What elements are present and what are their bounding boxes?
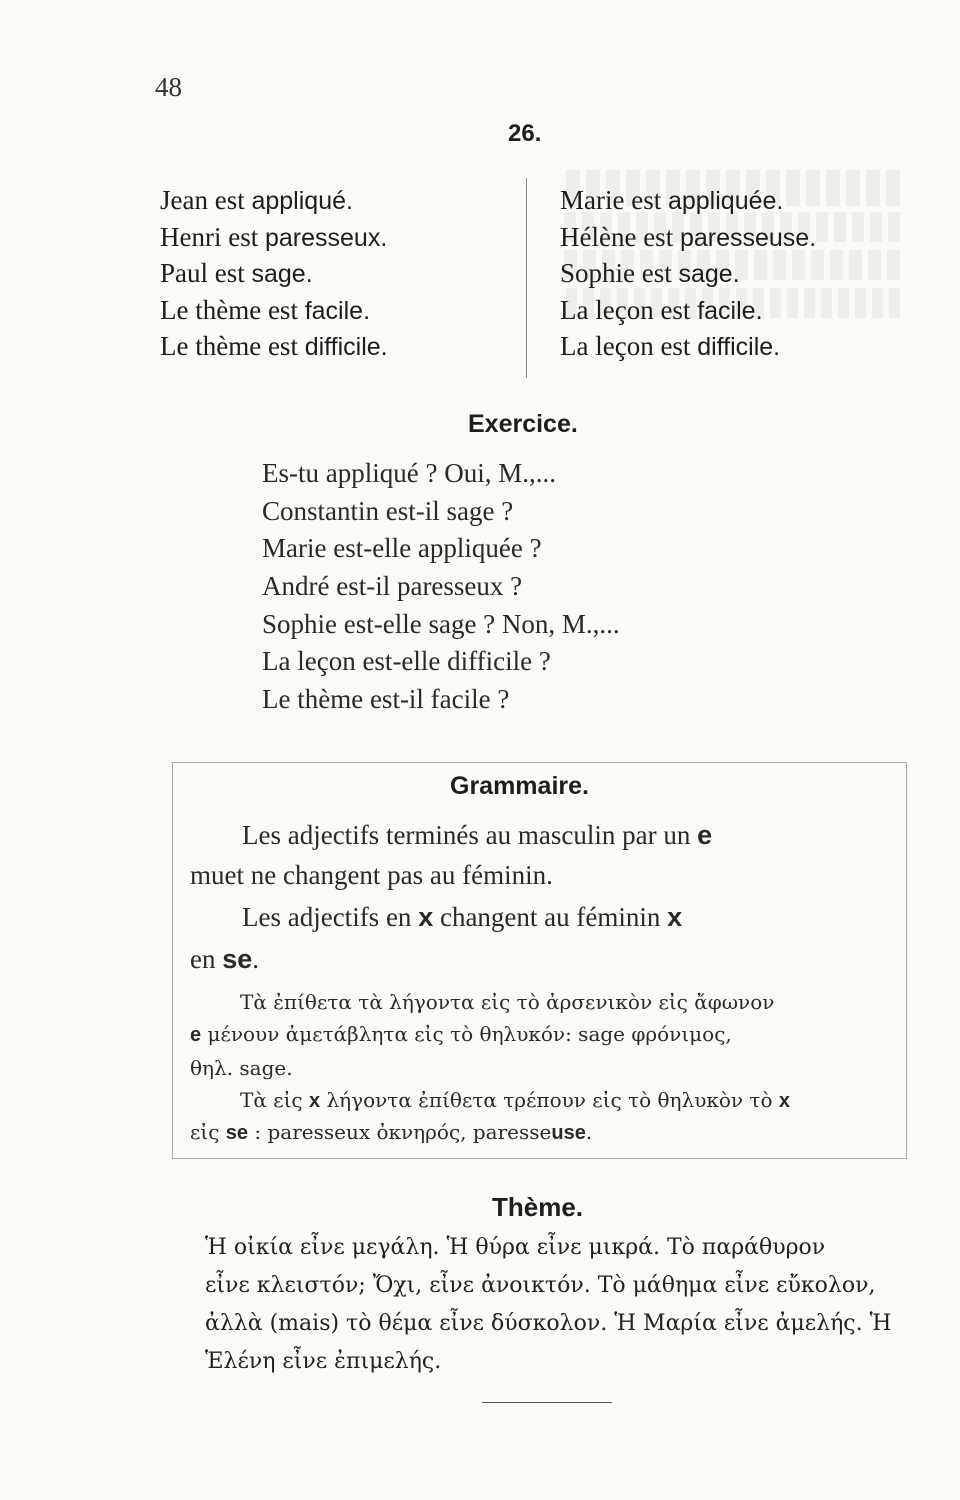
example-sentence: Marie est appliquée. (560, 185, 784, 215)
theme-line: ἀλλὰ (mais) τὸ θέμα εἶνε δύσκολον. Ἡ Μαρία εἶνε ἀμελής. Ἡ (205, 1311, 892, 1336)
grammar-rule-line: muet ne changent pas au féminin. (190, 860, 553, 890)
greek-rule-line: Τὰ εἰς x λήγοντα ἐπίθετα τρέπουν εἰς τὸ θηλυκὸν τὸ x (240, 1088, 791, 1112)
footer-rule (482, 1402, 612, 1403)
greek-rule-line: e μένουν ἀμετάβλητα εἰς τὸ θηλυκόν: sage φρόνιμος, (190, 1022, 732, 1046)
lesson-number: 26. (508, 120, 542, 147)
theme-heading: Thème. (492, 1192, 584, 1222)
grammar-rule-line: en se. (190, 944, 260, 974)
exercise-line: La leçon est-elle difficile ? (262, 646, 551, 677)
column-divider (526, 178, 527, 378)
grammar-heading: Grammaire. (450, 772, 589, 800)
exercise-line: Sophie est-elle sage ? Non, M.,... (262, 608, 620, 639)
example-sentence: Henri est paresseux. (160, 221, 388, 252)
masculine-column (160, 182, 388, 365)
exercise-line: André est-il paresseux ? (262, 571, 523, 602)
example-sentence: Paul est sage. (160, 258, 313, 288)
page-number: 48 (155, 72, 182, 102)
grammar-rule-line: Les adjectifs terminés au masculin par un e (242, 820, 713, 850)
feminine-column (560, 182, 816, 365)
example-sentence: Jean est appliqué. (160, 185, 353, 215)
exercise-line: Es-tu appliqué ? Oui, M.,... (262, 458, 556, 488)
example-sentence: Hélène est paresseuse. (560, 221, 817, 252)
theme-line: Ἑλένη εἶνε ἐπιμελής. (205, 1349, 442, 1374)
greek-rule-line: Τὰ ἐπίθετα τὰ λήγοντα εἰς τὸ ἀρσενικὸν εἰς ἄφωνον (240, 990, 775, 1014)
example-sentence: Sophie est sage. (560, 258, 740, 288)
greek-rule-line: εἰς se : paresseux ὀκνηρός, paresseuse. (190, 1120, 593, 1144)
example-sentence: Le thème est difficile. (160, 331, 388, 361)
example-sentence: La leçon est difficile. (560, 331, 781, 361)
exercise-line: Marie est-elle appliquée ? (262, 533, 542, 564)
example-sentence: La leçon est facile. (560, 294, 763, 325)
exercise-line: Constantin est-il sage ? (262, 495, 514, 526)
theme-line: Ἡ οἰκία εἶνε μεγάλη. Ἡ θύρα εἶνε μικρά. Τὸ παράθυρον (205, 1235, 826, 1260)
example-sentence: Le thème est facile. (160, 294, 371, 325)
theme-line: εἶνε κλειστόν; Ὄχι, εἶνε ἀνοικτόν. Τὸ μάθημα εἶνε εὔκολον, (205, 1273, 876, 1298)
grammar-rule-line: Les adjectifs en x changent au féminin x (242, 902, 683, 932)
exercise-questions (262, 455, 620, 719)
greek-rule-line: θηλ. sage. (190, 1056, 293, 1080)
exercise-heading: Exercice. (468, 410, 578, 438)
exercise-line: Le thème est-il facile ? (262, 684, 510, 715)
